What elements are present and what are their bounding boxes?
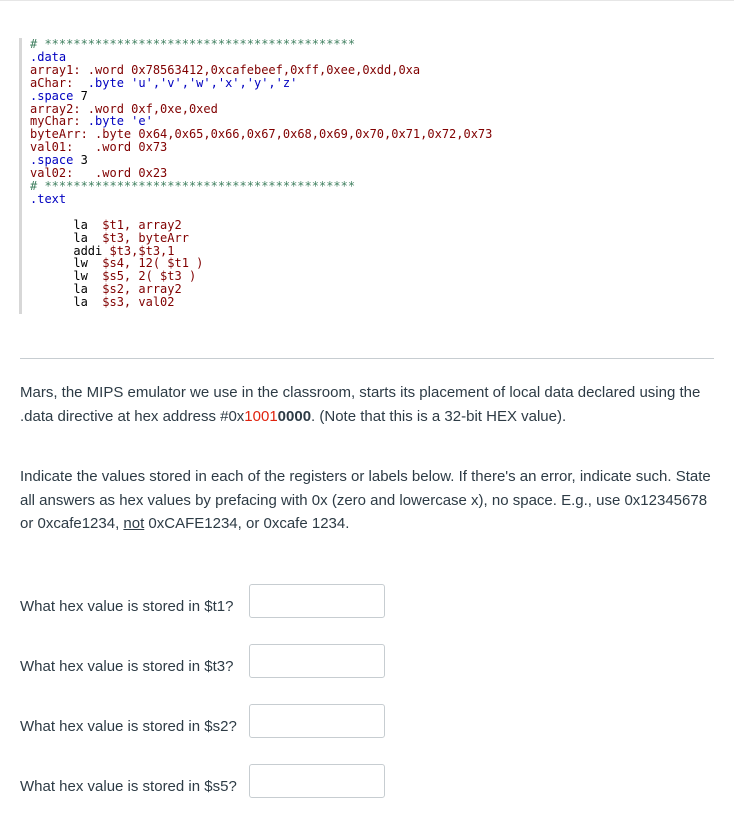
code-line — [30, 192, 66, 206]
hex-address-bold: 0000 — [277, 407, 312, 425]
not-emphasis: not — [123, 515, 145, 532]
code-token: val01: — [30, 140, 96, 155]
code-line — [30, 179, 355, 193]
code-token: la — [30, 295, 103, 310]
code-token: la — [30, 217, 103, 232]
code-token: $t3,$t3,1 — [109, 243, 175, 258]
code-line — [30, 63, 420, 77]
question-s2-label: What hex value is stored in $s2? — [20, 718, 237, 735]
answer-s5-input[interactable] — [249, 764, 385, 798]
question-t1-label: What hex value is stored in $t1? — [20, 598, 234, 615]
code-token: .space — [30, 88, 81, 103]
code-line — [30, 37, 355, 51]
code-token: lw — [30, 269, 103, 284]
section-divider — [20, 358, 714, 359]
code-line — [30, 269, 196, 283]
answer-t3-input[interactable] — [249, 644, 385, 678]
code-line — [30, 89, 88, 103]
code-line — [30, 50, 66, 64]
code-line — [30, 244, 175, 258]
code-token: la — [30, 230, 103, 245]
code-line — [30, 231, 189, 245]
code-token: aChar: — [30, 75, 88, 90]
top-divider — [0, 0, 734, 1]
code-line — [30, 140, 167, 154]
code-token: .word 0xf,0xe,0xed — [87, 101, 218, 116]
code-token: .text — [30, 191, 67, 206]
code-token: la — [30, 282, 103, 297]
answer-t1-input[interactable] — [249, 584, 385, 618]
assembly-code — [30, 38, 492, 309]
code-token: .data — [30, 49, 67, 64]
instructions-text: Indicate the values stored in each of the registers or labels below. If there's an error, indicate such. State all answers as hex values by prefacing with 0x (zero and lowercase x), no space. E.g., use 0x12345678 or 0xcafe1234, — [20, 468, 711, 532]
code-token: $s2, array2 — [102, 282, 182, 297]
code-token: val02: — [30, 166, 96, 181]
code-token: .word 0x23 — [95, 166, 168, 181]
code-token: # ******************************************* — [30, 178, 356, 193]
question-s5-label: What hex value is stored in $s5? — [20, 778, 237, 795]
code-token: $s5, 2( $t3 ) — [102, 269, 197, 284]
intro-text: Mars, the MIPS emulator we use in the classroom, starts its placement of local data declared using the .data directive at hex address #0x — [20, 384, 701, 425]
code-token: $s3, val02 — [102, 295, 175, 310]
code-line — [30, 218, 182, 232]
code-line — [30, 295, 175, 309]
answer-s2-input[interactable] — [249, 704, 385, 738]
code-token: .word 0x73 — [95, 140, 168, 155]
code-token: $t3, byteArr — [102, 230, 189, 245]
code-line — [30, 127, 492, 141]
code-token: .space — [30, 153, 81, 168]
code-line — [30, 153, 88, 167]
code-token: byteArr: — [30, 127, 96, 142]
code-token: $s4, 12( $t1 ) — [102, 256, 204, 271]
intro-paragraph — [20, 381, 720, 428]
instructions-examples: 0xCAFE1234, or 0xcafe 1234. — [144, 515, 350, 532]
code-line — [30, 256, 203, 270]
code-token: .byte 'u','v','w','x','y','z' — [87, 75, 298, 90]
code-token: .byte 'e' — [87, 114, 153, 129]
code-line — [30, 76, 297, 90]
code-line — [30, 102, 218, 116]
hex-address-highlight: 1001 — [244, 407, 278, 425]
code-image — [19, 38, 582, 314]
code-token: array2: — [30, 101, 88, 116]
code-token: 3 — [80, 153, 88, 168]
code-token: .word 0x78563412,0xcafebeef,0xff,0xee,0xdd,0xa — [87, 62, 421, 77]
code-token: myChar: — [30, 114, 88, 129]
question-t3-label: What hex value is stored in $t3? — [20, 658, 234, 675]
code-token: addi — [30, 243, 110, 258]
code-line — [30, 282, 182, 296]
code-line — [30, 114, 153, 128]
instructions-paragraph — [20, 465, 720, 536]
intro-note: . (Note that this is a 32-bit HEX value). — [311, 407, 567, 425]
code-token: array1: — [30, 62, 88, 77]
code-token: .byte 0x64,0x65,0x66,0x67,0x68,0x69,0x70,0x71,0x72,0x73 — [95, 127, 493, 142]
code-line — [30, 166, 167, 180]
code-token: 7 — [80, 88, 88, 103]
code-token: $t1, array2 — [102, 217, 182, 232]
code-token: lw — [30, 256, 103, 271]
code-token: # ******************************************* — [30, 37, 356, 51]
